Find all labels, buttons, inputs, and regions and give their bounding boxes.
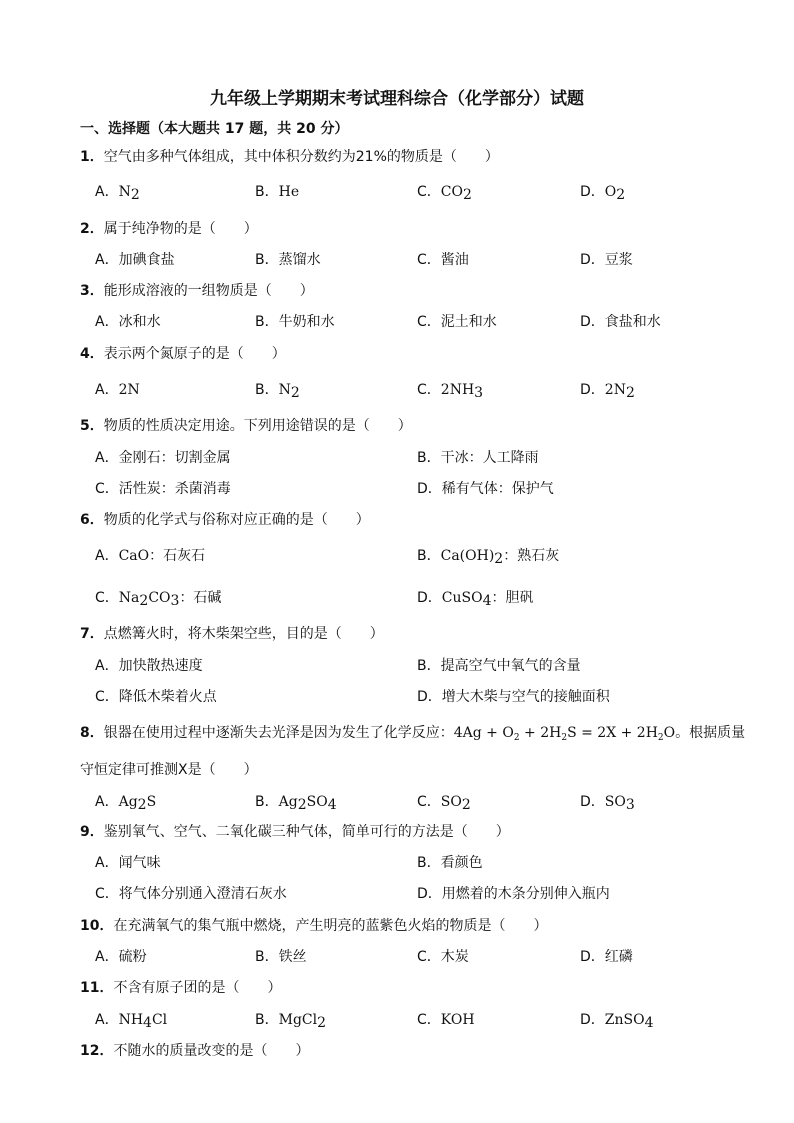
option-b[interactable]: B．MgCl$_2$ bbox=[255, 1012, 327, 1031]
option-a[interactable]: A．冰和水 bbox=[95, 314, 161, 330]
option-d[interactable]: D．ZnSO$_4$ bbox=[580, 1012, 654, 1031]
option-a[interactable]: A．加快散热速度 bbox=[95, 658, 203, 674]
question-text: 鉴别氧气、空气、二氧化碳三种气体，简单可行的方法是（ ） bbox=[103, 824, 510, 840]
option-a[interactable]: A．$Ag_2S$ bbox=[95, 794, 157, 813]
page-title: 九年级上学期期末考试理科综合（化学部分）试题 bbox=[210, 89, 584, 109]
question-number: 5． bbox=[80, 418, 104, 434]
question-text: 不随水的质量改变的是（ ） bbox=[113, 1043, 310, 1059]
option-b[interactable]: B．$N_2$ bbox=[255, 382, 300, 401]
option-c[interactable]: C．活性炭：杀菌消毒 bbox=[95, 481, 231, 497]
option-b[interactable]: B．He bbox=[255, 184, 300, 200]
option-d[interactable]: D．红磷 bbox=[580, 949, 633, 965]
option-c[interactable]: C．木炭 bbox=[417, 949, 469, 965]
option-d[interactable]: D．稀有气体：保护气 bbox=[417, 481, 554, 497]
option-a[interactable]: A．硫粉 bbox=[95, 949, 147, 965]
question-number: 10． bbox=[80, 918, 114, 934]
option-c[interactable]: C．$Na_2CO_3$：石碱 bbox=[95, 590, 222, 609]
option-a[interactable]: A．$N_2$ bbox=[95, 184, 140, 203]
question-number: 8． bbox=[80, 725, 104, 741]
options-row-9b bbox=[95, 883, 735, 905]
options-row-11 bbox=[95, 1009, 735, 1031]
option-d[interactable]: D．$O_2$ bbox=[580, 184, 626, 203]
options-row-10 bbox=[95, 946, 735, 968]
option-c[interactable]: C．将气体分别通入澄清石灰水 bbox=[95, 886, 287, 902]
question-number: 11． bbox=[80, 980, 114, 996]
question-text: 点燃篝火时，将木柴架空些，目的是（ ） bbox=[103, 626, 384, 642]
question-5 bbox=[80, 415, 412, 435]
option-b[interactable]: B．提高空气中氧气的含量 bbox=[417, 658, 581, 674]
option-d[interactable]: D．用燃着的木条分别伸入瓶内 bbox=[417, 886, 610, 902]
section-heading: 一、选择题（本大题共 17 题，共 20 分） bbox=[80, 121, 349, 137]
option-c[interactable]: C．KOH bbox=[417, 1012, 475, 1028]
option-d[interactable]: D．CuSO$_4$：胆矾 bbox=[417, 590, 534, 609]
reaction-equation: $4Ag + O_2 + 2H_2S = 2X + 2H_2O$ bbox=[453, 725, 676, 743]
options-row-7b bbox=[95, 686, 735, 708]
option-c[interactable]: C．$CO_2$ bbox=[417, 184, 472, 203]
question-text: 不含有原子团的是（ ） bbox=[113, 980, 282, 996]
question-text: 属于纯净物的是（ ） bbox=[103, 221, 258, 237]
question-number: 9． bbox=[80, 824, 104, 840]
options-row-9a bbox=[95, 852, 735, 874]
question-number: 2． bbox=[80, 221, 104, 237]
option-a[interactable]: A．闻气味 bbox=[95, 855, 161, 871]
question-text: 在充满氧气的集气瓶中燃烧，产生明亮的蓝紫色火焰的物质是（ ） bbox=[113, 918, 548, 934]
question-7 bbox=[80, 623, 384, 643]
option-c[interactable]: C．降低木柴着火点 bbox=[95, 689, 217, 705]
option-b[interactable]: B．$Ca(OH)_2$：熟石灰 bbox=[417, 548, 560, 567]
option-c[interactable]: C．$SO_2$ bbox=[417, 794, 471, 813]
question-3 bbox=[80, 280, 314, 300]
question-text: 物质的化学式与俗称对应正确的是（ ） bbox=[103, 512, 370, 528]
question-text: 能形成溶液的一组物质是（ ） bbox=[103, 283, 314, 299]
options-row-6a bbox=[95, 545, 735, 567]
question-8: 8．银器在使用过程中逐渐失去光泽是因为发生了化学反应：$4Ag + O_2 + 2H_2S = 2X + 2H_2O$。根据质量 bbox=[80, 725, 746, 743]
option-d[interactable]: D．食盐和水 bbox=[580, 314, 661, 330]
option-b[interactable]: B．蒸馏水 bbox=[255, 252, 321, 268]
option-b[interactable]: B．牛奶和水 bbox=[255, 314, 335, 330]
options-row-5a bbox=[95, 447, 735, 469]
options-row-2 bbox=[95, 249, 735, 271]
option-c[interactable]: C．泥土和水 bbox=[417, 314, 497, 330]
question-8-continued: 守恒定律可推测X是（ ） bbox=[80, 762, 258, 778]
option-d[interactable]: D．$2N_2$ bbox=[580, 382, 635, 401]
options-row-5b bbox=[95, 478, 735, 500]
option-a[interactable]: A．加碘食盐 bbox=[95, 252, 175, 268]
options-row-4 bbox=[95, 379, 735, 401]
question-4 bbox=[80, 343, 286, 363]
question-text: 空气由多种气体组成，其中体积分数约为21%的物质是（ ） bbox=[103, 149, 499, 165]
question-12 bbox=[80, 1040, 309, 1060]
option-a[interactable]: A．CaO：石灰石 bbox=[95, 548, 206, 564]
question-number: 7． bbox=[80, 626, 104, 642]
options-row-7a bbox=[95, 655, 735, 677]
option-d[interactable]: D．$SO_3$ bbox=[580, 794, 635, 813]
option-c[interactable]: C．酱油 bbox=[417, 252, 469, 268]
option-b[interactable]: B．干冰：人工降雨 bbox=[417, 450, 539, 466]
question-text: 物质的性质决定用途。下列用途错误的是（ ） bbox=[103, 418, 412, 434]
option-b[interactable]: B．看颜色 bbox=[417, 855, 483, 871]
question-2 bbox=[80, 218, 258, 238]
option-a[interactable]: A．$NH_4Cl$ bbox=[95, 1012, 168, 1031]
question-number: 1． bbox=[80, 149, 104, 165]
question-number: 3． bbox=[80, 283, 104, 299]
question-number: 6． bbox=[80, 512, 104, 528]
question-9 bbox=[80, 821, 510, 841]
options-row-3 bbox=[95, 311, 735, 333]
options-row-6b bbox=[95, 587, 735, 609]
option-d[interactable]: D．豆浆 bbox=[580, 252, 633, 268]
question-text: 表示两个氮原子的是（ ） bbox=[103, 346, 286, 362]
option-b[interactable]: B．铁丝 bbox=[255, 949, 307, 965]
option-b[interactable]: B．$Ag_2SO_4$ bbox=[255, 794, 337, 813]
option-a[interactable]: A．金刚石：切割金属 bbox=[95, 450, 231, 466]
options-row-1 bbox=[95, 181, 735, 203]
option-a[interactable]: A．2N bbox=[95, 382, 140, 398]
options-row-8 bbox=[95, 791, 735, 813]
question-11 bbox=[80, 977, 281, 997]
question-number: 4． bbox=[80, 346, 104, 362]
question-10 bbox=[80, 915, 547, 935]
question-number: 12． bbox=[80, 1043, 114, 1059]
option-d[interactable]: D．增大木柴与空气的接触面积 bbox=[417, 689, 610, 705]
option-c[interactable]: C．$2NH_3$ bbox=[417, 382, 484, 401]
question-6 bbox=[80, 509, 370, 529]
question-1 bbox=[80, 146, 499, 166]
question-text: 银器在使用过程中逐渐失去光泽是因为发生了化学反应： bbox=[103, 725, 454, 741]
